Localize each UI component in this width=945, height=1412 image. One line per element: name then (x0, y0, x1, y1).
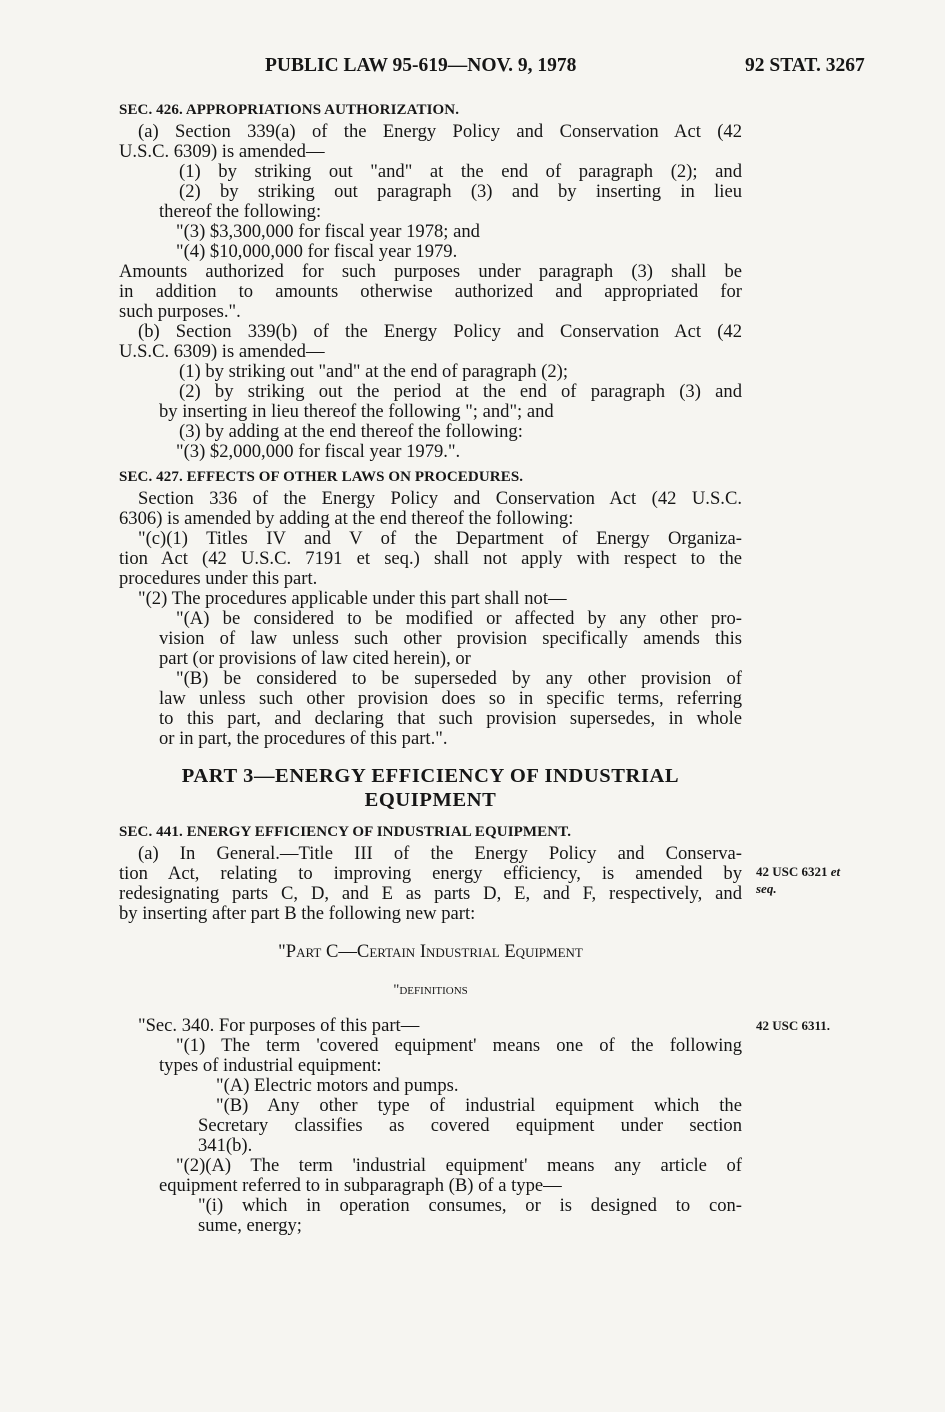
margin-note-usc-6311: 42 USC 6311. (756, 1018, 831, 1033)
text-line: (2) by striking out the period at the end of paragraph (3) and (179, 381, 742, 402)
margin-note-seq: seq. (756, 880, 777, 896)
text-line: "(A) be considered to be modified or affected by any other pro- (176, 608, 742, 629)
text-line: "(B) be considered to be superseded by any other provision of (176, 668, 742, 689)
text-line: "(2) The procedures applicable under this part shall not— (138, 588, 567, 609)
text-line: thereof the following: (159, 201, 322, 222)
text-line: "Sec. 340. For purposes of this part— (138, 1015, 420, 1036)
definitions-heading: "definitions (393, 982, 468, 998)
text-line: (1) by striking out "and" at the end of paragraph (2); (179, 361, 569, 382)
text-line: "(c)(1) Titles IV and V of the Department of Energy Organiza- (138, 528, 742, 549)
text-line: in addition to amounts otherwise authorized and appropriated for (119, 281, 742, 302)
text-line: (1) by striking out "and" at the end of paragraph (2); and (179, 161, 742, 182)
part-heading: EQUIPMENT (364, 789, 497, 811)
margin-note-usc-6321 (756, 864, 840, 898)
text-line: tion Act, relating to improving energy efficiency, is amended by (119, 863, 742, 884)
text-line: (b) Section 339(b) of the Energy Policy and Conservation Act (42 (138, 321, 742, 342)
text-line: Section 336 of the Energy Policy and Conservation Act (42 U.S.C. (138, 488, 742, 509)
text-line: "(3) $3,300,000 for fiscal year 1978; and (176, 221, 480, 242)
margin-note-et: et (830, 864, 841, 879)
text-line: sume, energy; (198, 1215, 302, 1236)
text-line: (2) by striking out paragraph (3) and by inserting in lieu (179, 181, 742, 202)
text-line: Amounts authorized for such purposes under paragraph (3) shall be (119, 261, 742, 282)
text-line: law unless such other provision does so in specific terms, referring (159, 688, 742, 709)
text-line: by inserting after part B the following new part: (119, 903, 476, 924)
section-heading: SEC. 426. APPROPRIATIONS AUTHORIZATION. (119, 102, 460, 118)
section-heading: SEC. 441. ENERGY EFFICIENCY OF INDUSTRIAL EQUIPMENT. (119, 824, 572, 840)
running-header-title: PUBLIC LAW 95-619—NOV. 9, 1978 (265, 55, 577, 76)
part-c-heading: "Part C—Certain Industrial Equipment (278, 941, 583, 962)
text-line: (a) Section 339(a) of the Energy Policy and Conservation Act (42 (138, 121, 742, 142)
text-line: 6306) is amended by adding at the end thereof the following: (119, 508, 574, 529)
text-line: vision of law unless such other provision specifically amends this (159, 628, 742, 649)
text-line: "(A) Electric motors and pumps. (216, 1075, 459, 1096)
text-line: (a) In General.—Title III of the Energy Policy and Conserva- (138, 843, 742, 864)
text-line: "(2)(A) The term 'industrial equipment' means any article of (176, 1155, 742, 1176)
running-header-stat: 92 STAT. 3267 (745, 55, 865, 76)
part-heading: PART 3—ENERGY EFFICIENCY OF INDUSTRIAL (181, 765, 680, 787)
text-line: "(1) The term 'covered equipment' means one of the following (176, 1035, 742, 1056)
text-line: redesignating parts C, D, and E as parts D, E, and F, respectively, and (119, 883, 742, 904)
text-line: by inserting in lieu thereof the following "; and"; and (159, 401, 554, 422)
text-line: such purposes.". (119, 301, 241, 322)
text-line: (3) by adding at the end thereof the following: (179, 421, 523, 442)
text-line: "(B) Any other type of industrial equipment which the (216, 1095, 742, 1116)
text-line: equipment referred to in subparagraph (B) of a type— (159, 1175, 562, 1196)
text-line: part (or provisions of law cited herein), or (159, 648, 471, 669)
margin-note-text: 42 USC 6321 (756, 864, 828, 879)
text-line: to this part, and declaring that such provision supersedes, in whole (159, 708, 742, 729)
text-line: "(4) $10,000,000 for fiscal year 1979. (176, 241, 458, 262)
text-line: U.S.C. 6309) is amended— (119, 141, 325, 162)
text-line: 341(b). (198, 1135, 253, 1156)
text-line: or in part, the procedures of this part.". (159, 728, 448, 749)
text-line: "(3) $2,000,000 for fiscal year 1979.". (176, 441, 461, 462)
section-heading: SEC. 427. EFFECTS OF OTHER LAWS ON PROCEDURES. (119, 469, 524, 485)
text-line: Secretary classifies as covered equipment under section (198, 1115, 742, 1136)
text-line: procedures under this part. (119, 568, 318, 589)
text-line: types of industrial equipment: (159, 1055, 382, 1076)
text-line: tion Act (42 U.S.C. 7191 et seq.) shall not apply with respect to the (119, 548, 742, 569)
text-line: U.S.C. 6309) is amended— (119, 341, 325, 362)
text-line: "(i) which in operation consumes, or is designed to con- (198, 1195, 742, 1216)
